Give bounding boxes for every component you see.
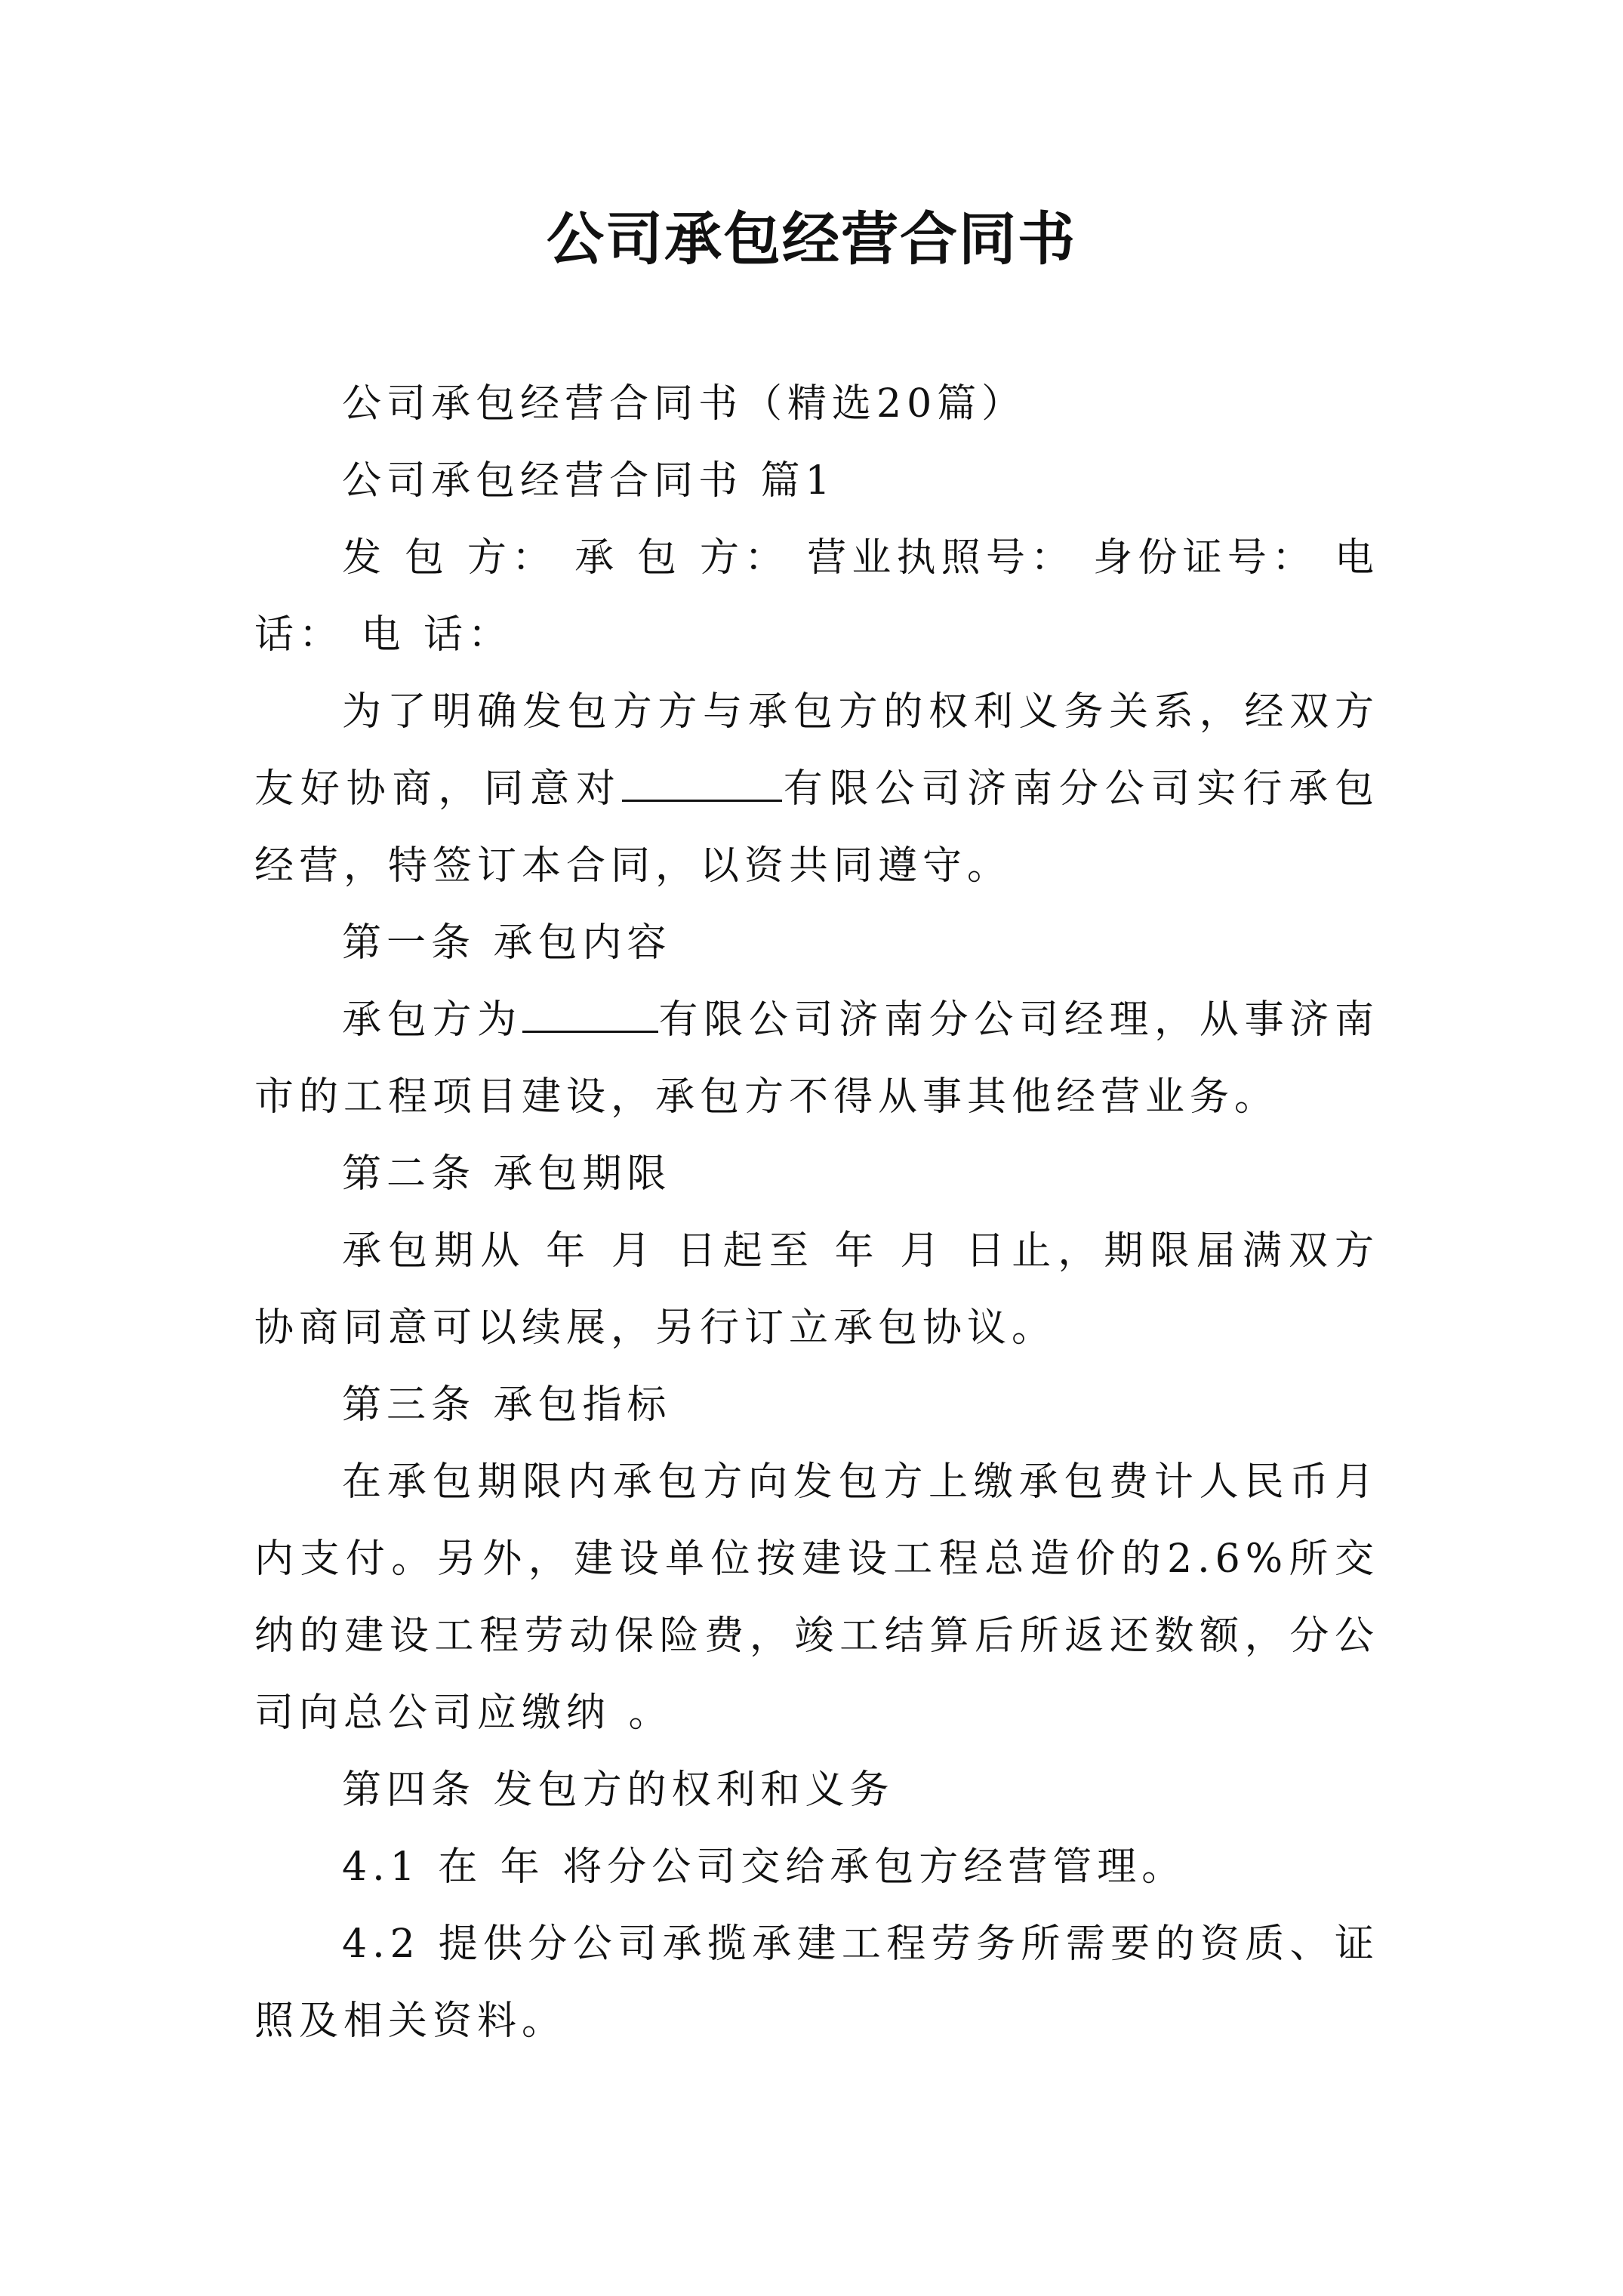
paragraph-section-heading: 公司承包经营合同书 篇1 (342, 458, 836, 504)
article-3-heading: 第三条 承包指标 (342, 1382, 672, 1428)
paragraph-preamble (254, 673, 1379, 905)
article-3-body: 在承包期限内承包方向发包方上缴承包费计人民币月内支付。另外，建设单位按建设工程总造价的2.6%所交纳的建设工程劳动保险费，竣工结算后所返还数额，分公司向总公司应缴纳 。 (254, 1459, 1379, 1736)
article-1-text-before: 承包方为 (342, 997, 522, 1043)
paragraph-subtitle: 公司承包经营合同书（精选20篇） (342, 381, 1027, 427)
company-name-blank (622, 764, 782, 802)
preamble-text-after: 有限公司济南分公司实行承包经营，特签订本合同，以资共同遵守。 (254, 766, 1379, 889)
paragraph-parties: 发 包 方： 承 包 方： 营业执照号： 身份证号： 电话： 电 话： (254, 535, 1379, 658)
article-4-heading: 第四条 发包方的权利和义务 (342, 1767, 895, 1813)
article-4-item-1: 4.1 在 年 将分公司交给承包方经营管理。 (342, 1845, 1187, 1890)
article-1-text-after: 有限公司济南分公司经理，从事济南市的工程项目建设，承包方不得从事其他经营业务。 (254, 997, 1379, 1120)
document-title: 公司承包经营合同书 (547, 205, 1076, 273)
article-2-body: 承包期从 年 月 日起至 年 月 日止，期限届满双方协商同意可以续展，另行订立承包协议。 (254, 1228, 1379, 1351)
article-4-item-2: 4.2 提供分公司承揽承建工程劳务所需要的资质、证照及相关资料。 (254, 1922, 1379, 2044)
document-body (254, 365, 1379, 2060)
preamble-text-before: 为了明确发包方方与承包方的权利义务关系，经双方友好协商，同意对 (254, 689, 1379, 812)
article-1-heading: 第一条 承包内容 (342, 920, 672, 966)
article-1-body (254, 982, 1379, 1136)
company-name-blank (522, 995, 658, 1033)
article-2-heading: 第二条 承包期限 (342, 1151, 672, 1197)
